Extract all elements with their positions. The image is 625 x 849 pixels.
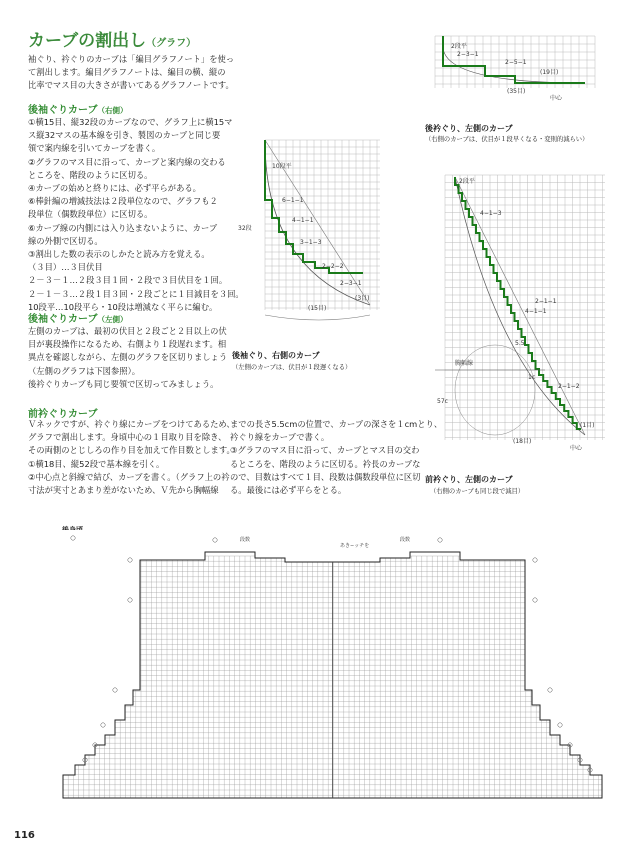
fig3-label: 2段平 [459, 178, 475, 185]
body-line: 線の外側で区切る。 [28, 235, 103, 246]
fig3-label: (18目) [513, 438, 532, 445]
body-line: までの長さ5.5cmの位置で、カーブの深さを１cmとり、 [230, 419, 443, 429]
back-body-chart [55, 530, 610, 805]
body-line: 領で案内線を引いてカーブを書く。 [28, 143, 161, 154]
body-line: ②中心点と斜線で結び、カーブを書く。（グラフ上の衿 [28, 471, 230, 482]
body-line: ③グラフのマス目に沿って、カーブとマス目の交わ [230, 445, 420, 456]
fig1-subcaption: （左側のカーブは、伏目が１段遅くなる） [232, 364, 352, 371]
fig1-label: 32段 [238, 225, 252, 232]
section-body-front-neck-1 [28, 418, 235, 497]
body-line: グラフで割出します。身頃中心の１目取り目を除き、 [28, 432, 227, 443]
body-line: （３目）…３目伏目 [28, 262, 103, 273]
section-title-back-armhole-left: 後袖ぐりカーブ（左側） [28, 314, 128, 325]
body-line: 寸法が実寸とあまり差がないため、Ｖ先から胸幅線 [28, 485, 219, 496]
fig3-subcaption: （右側のカーブも同じ段で減目） [430, 488, 525, 495]
intro-text: 袖ぐり、衿ぐりのカーブは「編目グラフノート」を使っ て割出します。編目グラフノートは、編目の横、縦の 比率でマス目の大きさが書いてあるグラフノートです。 [28, 54, 235, 91]
body-line: ②グラフのマス目に沿って、カーブと案内線の交わる [28, 156, 226, 167]
body-line: その両側のとじしろの作り目を加えて作目数とします。 [28, 445, 235, 456]
body-line: 異点を確認しながら、左側のグラフを区切りましょう [28, 352, 228, 363]
body-line: 後衿ぐりカーブも同じ要領で区切ってみましょう。 [28, 378, 219, 389]
body-line: （左側のグラフは下図参照）。 [28, 365, 141, 376]
body-line: ①横18目、縦52段で基本線を引く。 [28, 458, 165, 469]
body-line: 目が裏段操作になるため、右側より１段遅れます。相 [28, 339, 227, 350]
body-line: ③割出した数の表示のしかたと読み方を覚える。 [28, 249, 210, 260]
fig1-label: 4−1−1 [292, 217, 314, 224]
figure-front-neck-left [425, 165, 620, 465]
fig3-label: 57c [437, 398, 448, 405]
body-line: ス縦32マスの基本線を引き、製図のカーブと同じ要 [28, 130, 221, 141]
fig2-label: 2段平 [451, 43, 467, 50]
fig2-caption: 後衿ぐり、左側のカーブ [425, 124, 513, 133]
body-line: る。最後には必ず平らをとる。 [230, 485, 347, 496]
body-line: ２－３－１…２段３目１回・２段で３目伏目を１回。 [28, 275, 228, 286]
section-body-back-armhole-left [28, 325, 227, 391]
chart-note: 段数 [240, 537, 251, 543]
fig1-label: 6−1−1 [282, 197, 304, 204]
fig3-label: 4−1−1 [525, 308, 547, 315]
fig3-caption: 前衿ぐり、左側のカーブ [425, 475, 513, 484]
body-line: ので、目数はすべて１目、段数は偶数段単位に区切 [230, 471, 421, 482]
body-line: ⑥棒針編の増減技法は２段単位なので、グラフも２ [28, 196, 218, 207]
fig1-label: (3目) [355, 295, 370, 302]
section-body-back-armhole-right [28, 116, 244, 314]
fig1-label: 2−3−1 [340, 280, 362, 287]
fig2-label: (19目) [540, 69, 559, 76]
fig3-label: 中心 [570, 445, 583, 452]
page-title: カーブの割出し（グラフ） [28, 31, 197, 51]
fig3-label: 2−1−2 [558, 383, 580, 390]
body-line: 段単位（偶数段単位）に区切る。 [28, 209, 153, 220]
chart-note: 段数 [400, 537, 411, 543]
fig1-label: 2−2−2 [322, 263, 344, 270]
fig2-subcaption: （右側のカーブは、伏目が１段早くなる・変則的減らい） [425, 136, 589, 143]
fig3-label: (1目) [580, 422, 595, 429]
body-line: るところを、階段のように区切る。衿長のカーブな [230, 458, 421, 469]
body-line: 10段平…10段平ら・10段は増減なく平らに編む。 [28, 301, 218, 312]
section-title-front-neck: 前衿ぐりカーブ [28, 409, 98, 420]
chart-note: あき−ッチを [340, 543, 370, 549]
body-line: Ｖネックですが、衿ぐり線にカーブをつけてあるため、 [28, 419, 235, 429]
fig2-label: (35目) [507, 88, 526, 95]
fig3-label: 4−1−3 [480, 210, 502, 217]
body-line: 左側のカーブは、最初の伏目と２段ごと２目以上の伏 [28, 326, 227, 336]
body-line: ⑥カーブ線の内側には入り込まないように、カーブ [28, 222, 218, 233]
body-line: ④カーブの始めと終りには、必ず平らがある。 [28, 183, 201, 194]
fig2-label: 2−3−1 [457, 51, 479, 58]
fig2-label: 2−5−1 [505, 59, 527, 66]
figure-back-neck-left [425, 28, 615, 113]
fig3-label: 5.5 [515, 340, 525, 347]
figure-back-armhole-right [230, 110, 420, 350]
section-body-front-neck-2 [230, 418, 442, 497]
page-number: 116 [14, 830, 35, 841]
fig3-label: 1c [528, 374, 536, 381]
fig2-label: 中心 [550, 95, 563, 102]
fig1-label: 3−1−3 [300, 239, 322, 246]
fig1-caption: 後袖ぐり、右側のカーブ [232, 351, 320, 360]
fig3-label: 胸幅線 [455, 360, 474, 367]
fig1-label: 10段平 [272, 163, 292, 170]
fig3-label: 2−1−1 [535, 298, 557, 305]
fig1-label: (15目) [308, 305, 327, 312]
body-line: ２－１－３…２段１目３回・２段ごとに１目減目を３回。 [28, 288, 244, 299]
body-line: ところを、階段のように区切る。 [28, 169, 153, 180]
body-line: 衿ぐり線をカーブで書く。 [230, 432, 330, 443]
body-line: ①横15目、縦32段のカーブなので、グラフ上に横15マ [28, 117, 233, 127]
section-title-back-armhole-right: 後袖ぐりカーブ（右側） [28, 105, 128, 116]
